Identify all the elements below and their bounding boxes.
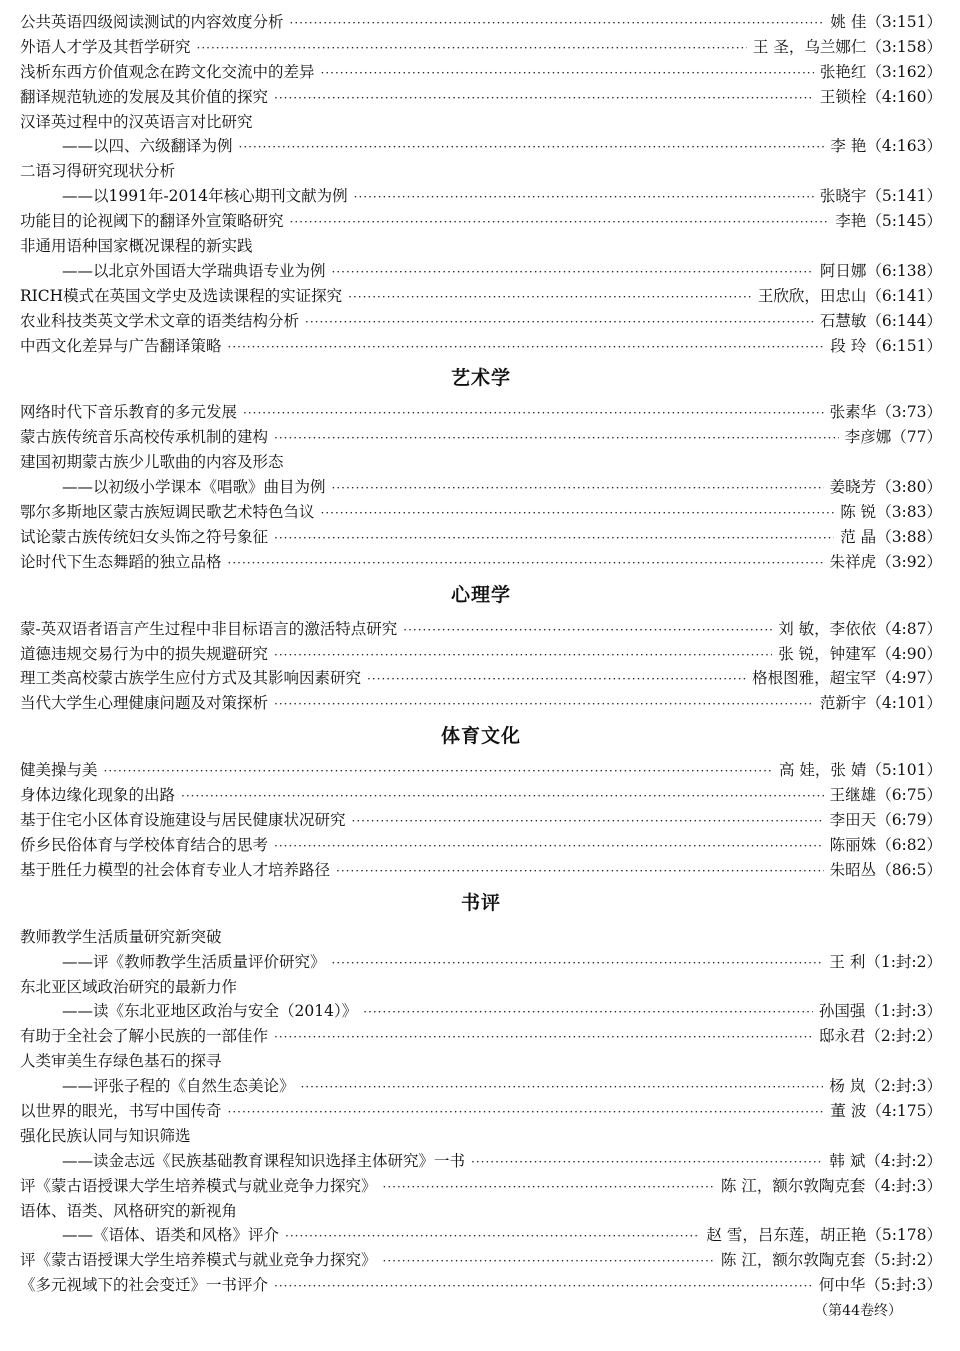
toc-entry xyxy=(20,1248,942,1273)
toc-entry xyxy=(20,691,942,716)
toc-entry-subtitle xyxy=(20,475,942,500)
entry-ref: （2:封:2） xyxy=(865,1027,942,1046)
section-heading: 心理学 xyxy=(450,583,511,606)
entry-author: 王 利 xyxy=(829,952,866,971)
entry-title: 二语习得研究现状分析 xyxy=(20,162,176,181)
entry-title: 汉译英过程中的汉英语言对比研究 xyxy=(20,112,253,131)
entry-author: 王继雄 xyxy=(829,786,877,805)
toc-entry xyxy=(20,10,942,35)
entry-subtitle: ——《语体、语类和风格》评介 xyxy=(62,1226,280,1245)
dot-leader xyxy=(274,1274,813,1299)
entry-ref: （3:73） xyxy=(876,403,942,422)
toc-entry xyxy=(20,1024,942,1049)
entry-ref: （1:封:2） xyxy=(865,952,942,971)
toc-entry xyxy=(20,858,942,883)
entry-subtitle: ——评张子程的《自然生态美论》 xyxy=(62,1077,295,1096)
entry-author: 姚 佳 xyxy=(830,13,867,31)
dot-leader xyxy=(274,426,839,451)
toc-entry xyxy=(20,758,942,783)
entry-title: 语体、语类、风格研究的新视角 xyxy=(20,1201,238,1220)
entry-ref: （3:151） xyxy=(866,13,942,31)
entry-author: 朱祥虎 xyxy=(829,552,877,571)
section-heading: 体育文化 xyxy=(440,725,521,748)
entry-author: 石慧敏 xyxy=(819,311,867,330)
entry-title: 理工类高校蒙古族学生应付方式及其影响因素研究 xyxy=(20,669,362,688)
toc-entry xyxy=(20,550,942,575)
toc-entry xyxy=(20,1199,942,1224)
dot-leader xyxy=(290,210,830,235)
entry-ref: （3:83） xyxy=(876,503,942,522)
entry-title: 教师教学生活质量研究新突破 xyxy=(20,927,222,946)
entry-title: 评《蒙古语授课大学生培养模式与就业竞争力探究》 xyxy=(20,1176,377,1195)
entry-title: 当代大学生心理健康问题及对策探析 xyxy=(20,694,269,713)
entry-ref: （3:158） xyxy=(866,37,942,56)
toc-entry xyxy=(20,85,942,110)
entry-author: 陈 江，额尔敦陶克套 xyxy=(720,1176,866,1195)
dot-leader xyxy=(228,335,825,360)
entry-title: RICH模式在英国文学史及选读课程的实证探究 xyxy=(20,286,343,305)
dot-leader xyxy=(383,1249,715,1274)
entry-ref: （5:145） xyxy=(866,212,942,231)
table-of-contents xyxy=(20,10,942,1320)
toc-entry xyxy=(20,450,942,475)
dot-leader xyxy=(336,859,824,884)
entry-title: 网络时代下音乐教育的多元发展 xyxy=(20,403,238,422)
dot-leader xyxy=(383,1175,715,1200)
entry-ref: （6:75） xyxy=(876,786,942,805)
toc-entry xyxy=(20,1273,942,1298)
section-heading: 书评 xyxy=(460,891,501,914)
toc-entry-subtitle xyxy=(20,950,942,975)
entry-author: 李艳 xyxy=(835,212,867,231)
entry-ref: （4:101） xyxy=(866,694,942,713)
dot-leader xyxy=(354,185,814,210)
dot-leader xyxy=(274,86,814,111)
dot-leader xyxy=(228,551,824,576)
dot-leader xyxy=(305,310,814,335)
entry-ref: （3:92） xyxy=(876,552,942,571)
entry-ref: （6:141） xyxy=(866,286,942,305)
toc-entry xyxy=(20,642,942,667)
entry-title: 鄂尔多斯地区蒙古族短调民歌艺术特色刍议 xyxy=(20,503,315,522)
toc-entry xyxy=(20,975,942,1000)
entry-ref: （5:141） xyxy=(866,187,942,206)
entry-title: 公共英语四级阅读测试的内容效度分析 xyxy=(20,13,284,31)
dot-leader xyxy=(274,834,824,859)
toc-entry xyxy=(20,808,942,833)
dot-leader xyxy=(181,784,824,809)
entry-title: 蒙古族传统音乐高校传承机制的建构 xyxy=(20,428,269,447)
entry-title: 蒙-英双语者语言产生过程中非目标语言的激活特点研究 xyxy=(20,619,398,638)
toc-entry xyxy=(20,425,942,450)
entry-title: 《多元视域下的社会变迁》一书评介 xyxy=(20,1276,269,1295)
entry-title: 农业科技类英文学术文章的语类结构分析 xyxy=(20,311,300,330)
entry-ref: （86:5） xyxy=(876,860,942,879)
toc-entry xyxy=(20,334,942,359)
entry-author: 格根图雅，超宝罕 xyxy=(752,669,877,688)
toc-entry-subtitle xyxy=(20,134,942,159)
entry-title: 非通用语种国家概况课程的新实践 xyxy=(20,237,253,256)
dot-leader xyxy=(104,759,773,784)
entry-ref: （5:封:3） xyxy=(865,1276,942,1295)
entry-title: 建国初期蒙古族少儿歌曲的内容及形态 xyxy=(20,453,284,472)
entry-author: 朱昭丛 xyxy=(829,860,877,879)
entry-subtitle: ——以1991年-2014年核心期刊文献为例 xyxy=(62,187,348,206)
entry-title: 基于胜任力模型的社会体育专业人才培养路径 xyxy=(20,860,331,879)
dot-leader xyxy=(285,1224,700,1249)
entry-author: 孙国强 xyxy=(818,1002,866,1021)
entry-title: 侨乡民俗体育与学校体育结合的思考 xyxy=(20,835,269,854)
entry-author: 张素华 xyxy=(829,403,877,422)
entry-author: 范 晶 xyxy=(840,527,877,546)
entry-author: 陈 锐 xyxy=(840,503,877,522)
toc-entry xyxy=(20,833,942,858)
entry-author: 姜晓芳 xyxy=(829,478,877,497)
dot-leader xyxy=(274,526,834,551)
dot-leader xyxy=(332,951,824,976)
dot-leader xyxy=(332,476,824,501)
entry-ref: （77） xyxy=(891,428,942,447)
section-heading: 艺术学 xyxy=(450,367,511,390)
dot-leader xyxy=(228,1100,825,1125)
entry-ref: （6:82） xyxy=(876,835,942,854)
dot-leader xyxy=(274,643,772,668)
toc-entry xyxy=(20,1099,942,1124)
entry-author: 陈丽姝 xyxy=(829,835,877,854)
entry-ref: （4:97） xyxy=(876,669,942,688)
entry-ref: （4:163） xyxy=(866,137,942,156)
toc-entry xyxy=(20,110,942,135)
entry-title: 翻译规范轨迹的发展及其价值的探究 xyxy=(20,87,269,106)
dot-leader xyxy=(352,809,824,834)
entry-subtitle: ——以初级小学课本《唱歌》曲目为例 xyxy=(62,478,326,497)
toc-entry xyxy=(20,400,942,425)
entry-ref: （3:88） xyxy=(876,527,942,546)
entry-author: 王欣欣，田忠山 xyxy=(757,286,867,305)
entry-author: 杨 岚 xyxy=(829,1077,866,1096)
dot-leader xyxy=(403,618,772,643)
toc-entry xyxy=(20,783,942,808)
dot-leader xyxy=(321,501,835,526)
entry-author: 阿日娜 xyxy=(819,261,867,280)
toc-entry xyxy=(20,159,942,184)
entry-ref: （6:151） xyxy=(866,336,942,355)
entry-title: 以世界的眼光，书写中国传奇 xyxy=(20,1101,222,1120)
toc-entry-subtitle xyxy=(20,259,942,284)
entry-subtitle: ——读《东北亚地区政治与安全（2014）》 xyxy=(62,1002,358,1021)
entry-ref: （4:封:3） xyxy=(865,1176,942,1195)
entry-ref: （5:178） xyxy=(866,1226,942,1245)
dot-leader xyxy=(274,1025,813,1050)
entry-author: 邸永君 xyxy=(818,1027,866,1046)
entry-title: 论时代下生态舞蹈的独立品格 xyxy=(20,552,222,571)
entry-title: 基于住宅小区体育设施建设与居民健康状况研究 xyxy=(20,811,346,830)
toc-entry xyxy=(20,60,942,85)
toc-entry xyxy=(20,925,942,950)
dot-leader xyxy=(243,401,824,426)
entry-ref: （3:162） xyxy=(866,62,942,81)
entry-author: 张艳红 xyxy=(819,62,867,81)
toc-entry xyxy=(20,35,942,60)
entry-author: 韩 斌 xyxy=(829,1151,866,1170)
entry-author: 李 艳 xyxy=(830,137,867,156)
entry-subtitle: ——评《教师教学生活质量评价研究》 xyxy=(62,952,326,971)
entry-author: 王锁栓 xyxy=(819,87,867,106)
entry-ref: （4:175） xyxy=(866,1101,942,1120)
entry-ref: （4:160） xyxy=(866,87,942,106)
entry-title: 中西文化差异与广告翻译策略 xyxy=(20,336,222,355)
entry-title: 有助于全社会了解小民族的一部佳作 xyxy=(20,1027,269,1046)
entry-ref: （3:80） xyxy=(876,478,942,497)
entry-ref: （6:138） xyxy=(866,261,942,280)
toc-entry xyxy=(20,500,942,525)
dot-leader xyxy=(367,667,746,692)
toc-entry xyxy=(20,309,942,334)
entry-author: 张 锐，钟建军 xyxy=(778,644,877,663)
entry-author: 刘 敏，李依依 xyxy=(778,619,877,638)
dot-leader xyxy=(274,692,814,717)
dot-leader xyxy=(363,1000,813,1025)
volume-end-note: （第44卷终） xyxy=(814,1303,902,1320)
toc-entry xyxy=(20,617,942,642)
entry-ref: （5:101） xyxy=(866,761,942,780)
entry-ref: （2:封:3） xyxy=(865,1077,942,1096)
entry-author: 张晓宇 xyxy=(819,187,867,206)
entry-author: 何中华 xyxy=(818,1276,866,1295)
entry-title: 东北亚区域政治研究的最新力作 xyxy=(20,977,238,996)
entry-ref: （4:封:2） xyxy=(865,1151,942,1170)
entry-author: 陈 江，额尔敦陶克套 xyxy=(720,1251,866,1270)
toc-entry-subtitle xyxy=(20,1074,942,1099)
entry-title: 功能目的论视阈下的翻译外宣策略研究 xyxy=(20,212,284,231)
dot-leader xyxy=(348,285,752,310)
toc-entry xyxy=(20,1049,942,1074)
toc-entry xyxy=(20,1174,942,1199)
entry-author: 高 娃，张 婧 xyxy=(778,761,867,780)
toc-entry-subtitle xyxy=(20,999,942,1024)
entry-title: 外语人才学及其哲学研究 xyxy=(20,37,191,56)
entry-author: 段 玲 xyxy=(830,336,867,355)
dot-leader xyxy=(332,260,814,285)
entry-author: 董 波 xyxy=(830,1101,867,1120)
toc-entry-subtitle xyxy=(20,1223,942,1248)
entry-title: 人类审美生存绿色基石的探寻 xyxy=(20,1052,222,1071)
entry-author: 李田天 xyxy=(829,811,877,830)
toc-entry xyxy=(20,525,942,550)
dot-leader xyxy=(301,1075,824,1100)
toc-entry xyxy=(20,234,942,259)
dot-leader xyxy=(471,1150,823,1175)
entry-author: 赵 雪，吕东莲，胡正艳 xyxy=(706,1226,867,1245)
dot-leader xyxy=(290,11,825,36)
entry-ref: （6:79） xyxy=(876,811,942,830)
toc-entry-subtitle xyxy=(20,1149,942,1174)
entry-author: 王 圣，乌兰娜仁 xyxy=(752,37,867,56)
toc-entry-subtitle xyxy=(20,184,942,209)
entry-title: 强化民族认同与知识筛选 xyxy=(20,1126,191,1145)
toc-entry xyxy=(20,1124,942,1149)
entry-author: 范新宇 xyxy=(819,694,867,713)
entry-subtitle: ——读金志远《民族基础教育课程知识选择主体研究》一书 xyxy=(62,1151,466,1170)
dot-leader xyxy=(239,135,825,160)
dot-leader xyxy=(321,61,814,86)
dot-leader xyxy=(197,36,747,61)
entry-ref: （6:144） xyxy=(866,311,942,330)
entry-ref: （5:封:2） xyxy=(865,1251,942,1270)
entry-title: 健美操与美 xyxy=(20,761,98,780)
entry-ref: （1:封:3） xyxy=(865,1002,942,1021)
entry-subtitle: ——以四、六级翻译为例 xyxy=(62,137,233,156)
entry-subtitle: ——以北京外国语大学瑞典语专业为例 xyxy=(62,261,326,280)
toc-entry xyxy=(20,209,942,234)
entry-title: 道德违规交易行为中的损失规避研究 xyxy=(20,644,269,663)
entry-author: 李彦娜 xyxy=(844,428,892,447)
toc-entry xyxy=(20,284,942,309)
toc-entry xyxy=(20,666,942,691)
entry-title: 身体边缘化现象的出路 xyxy=(20,786,176,805)
entry-ref: （4:87） xyxy=(876,619,942,638)
entry-title: 浅析东西方价值观念在跨文化交流中的差异 xyxy=(20,62,315,81)
entry-ref: （4:90） xyxy=(876,644,942,663)
entry-title: 评《蒙古语授课大学生培养模式与就业竞争力探究》 xyxy=(20,1251,377,1270)
entry-title: 试论蒙古族传统妇女头饰之符号象征 xyxy=(20,527,269,546)
